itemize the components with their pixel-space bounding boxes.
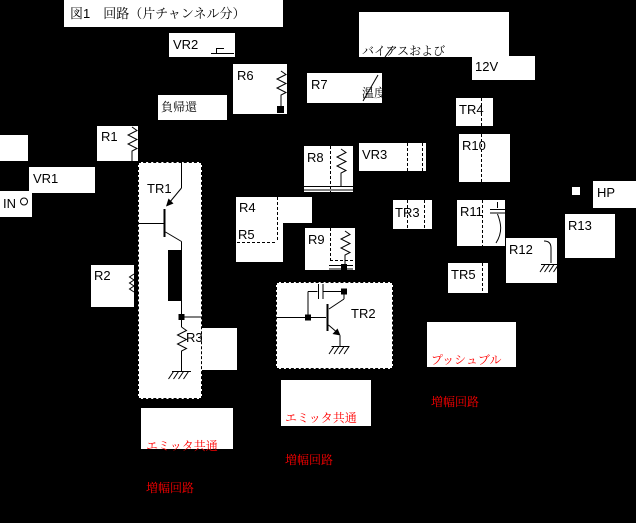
pushpull-annotation-line2: 増幅回路: [431, 395, 480, 409]
r13-label: R13: [568, 218, 592, 233]
bias-note-line2: 温度補償: [362, 86, 411, 100]
vr2-label: VR2: [173, 37, 199, 52]
tr2-label: TR2: [351, 306, 376, 321]
r3-panel: [202, 328, 237, 370]
bias-note-line1: バイアスおよび: [362, 44, 446, 58]
tr3-label: TR3: [395, 205, 420, 220]
hp-terminal-square: [572, 187, 580, 195]
vr3-label: VR3: [362, 147, 388, 162]
emitter-common-2-line2: 増幅回路: [285, 453, 334, 467]
negative-feedback-label: 負帰還: [161, 100, 198, 114]
r9-label: R9: [308, 232, 325, 247]
hp-label: HP: [597, 185, 616, 200]
emitter-common-annotation-1: [146, 411, 218, 523]
pushpull-annotation: [431, 325, 501, 437]
r3-label: R3: [186, 330, 203, 345]
emitter-common-1-line1: エミッタ共通: [146, 439, 218, 453]
r1-label: R1: [101, 129, 118, 144]
tr1-stage-black-patch: [168, 250, 182, 301]
emitter-common-annotation-2: [285, 383, 357, 495]
r11-label: R11: [460, 204, 483, 219]
emitter-common-2-line1: エミッタ共通: [285, 411, 357, 425]
supply-12v-label: 12V: [475, 59, 499, 74]
r4-label: R4: [239, 200, 256, 215]
vr1-label: VR1: [33, 171, 59, 186]
tr4-label: TR4: [459, 102, 484, 117]
r10-label: R10: [462, 138, 486, 153]
emitter-common-1-line2: 増幅回路: [146, 481, 195, 495]
tr5-label: TR5: [451, 267, 476, 282]
r2-label: R2: [94, 268, 111, 283]
r6-label: R6: [237, 68, 254, 83]
left-edge-panel: [0, 135, 28, 161]
figure-title: 図1 回路（片チャンネル分）: [70, 6, 246, 21]
r5-label: R5: [238, 227, 255, 242]
pushpull-annotation-line1: プッシュブル: [431, 353, 502, 367]
r7-label: R7: [311, 77, 328, 92]
tr1-label: TR1: [147, 181, 172, 196]
r8-label: R8: [307, 150, 324, 165]
tr2-stage-box: [276, 282, 393, 369]
r12-label: R12: [509, 242, 533, 257]
input-label: IN: [3, 196, 16, 211]
bias-note: [362, 16, 445, 128]
